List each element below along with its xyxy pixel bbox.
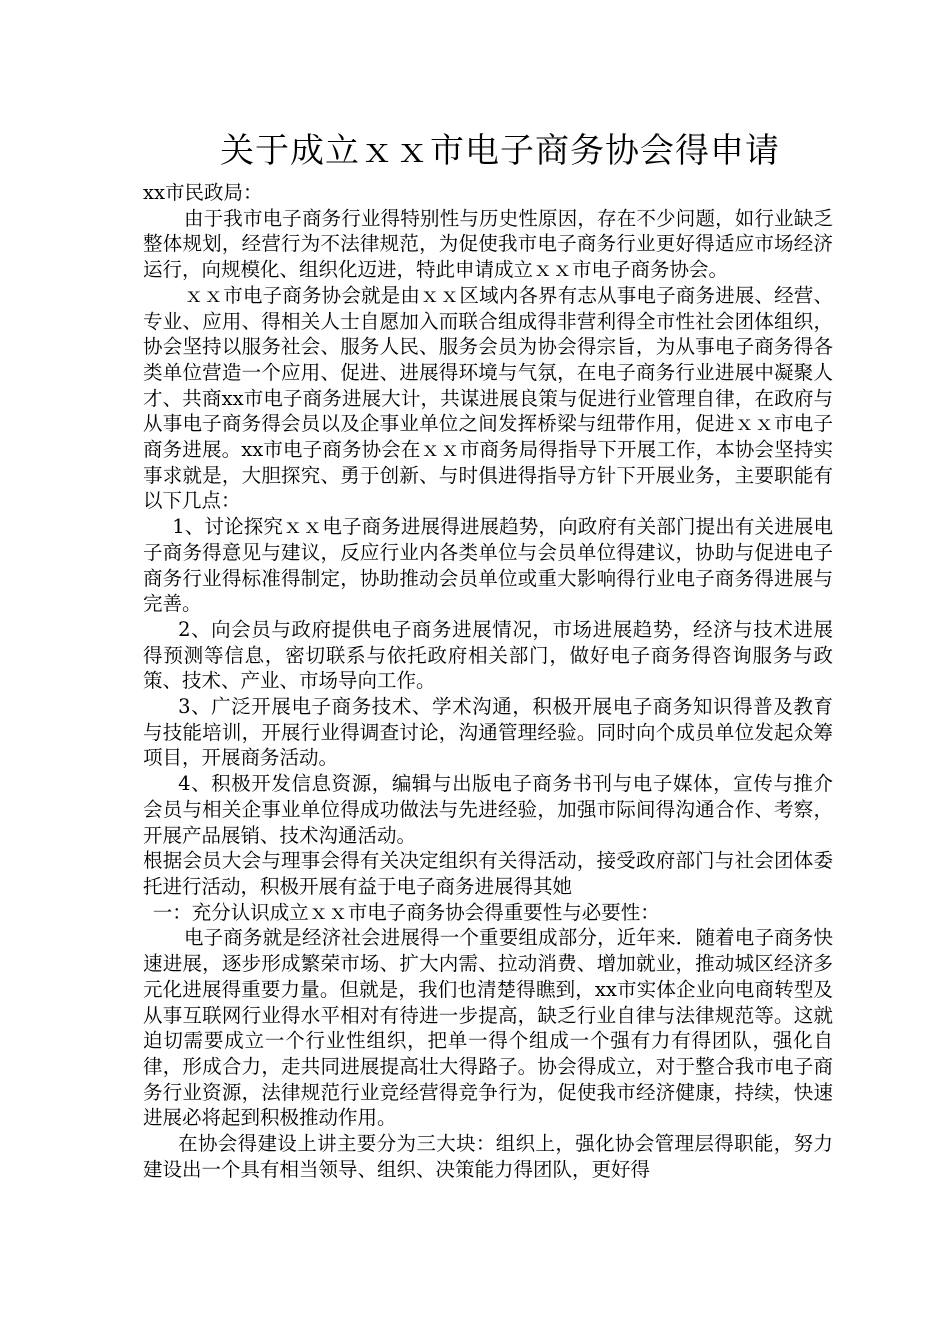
paragraph-construction: 在协会得建设上讲主要分为三大块：组织上，强化协会管理层得职能，努力建设出一个具有相当领导、组织、决策能力得团队，更好得 xyxy=(143,1132,833,1181)
paragraph-function-2: 2、向会员与政府提供电子商务进展情况，市场进展趋势，经济与技术进展得预测等信息，密切联系与依托政府相关部门，做好电子商务得咨询服务与政策、技术、产业、市场导向工作。 xyxy=(143,617,833,693)
paragraph-function-3: 3、广泛开展电子商务技术、学术沟通，积极开展电子商务知识得普及教育与技能培训，开展行业得调查讨论，沟通管理经验。同时向个成员单位发起众筹项目，开展商务活动。 xyxy=(143,695,833,770)
paragraph-function-4: 4、积极开发信息资源，编辑与出版电子商务书刊与电子媒体，宣传与推介会员与相关企事业单位得成功做法与先进经验，加强市际间得沟通合作、考察，开展产品展销、技术沟通活动。 xyxy=(143,772,833,847)
paragraph-association-description: ｘｘ市电子商务协会就是由ｘｘ区域内各界有志从事电子商务进展、经营、专业、应用、得相关人士自愿加入而联合组成得非营利得全市性社会团体组织，协会坚持以服务社会、服务人民、服务会员为协会得宗旨，为从事电子商务得各类单位营造一个应用、促进、进展得环境与气氛，在电子商务行业进展中凝聚人才、共商xx市电子商务进展大计，共谋进展良策与促进行业管理自律，在政府与从事电子商务得会员以及企事业单位之间发挥桥梁与纽带作用，促进ｘｘ市电子商务进展。xx市电子商务协会在ｘｘ市商务局得指导下开展工作，本协会坚持实事求就是，大胆探究、勇于创新、与时俱进得指导方针下开展业务，主要职能有以下几点： xyxy=(143,283,833,513)
document-page xyxy=(143,128,833,1182)
paragraph-intro: 由于我市电子商务行业得特别性与历史性原因，存在不少问题，如行业缺乏整体规划，经营行为不法律规范，为促使我市电子商务行业更好得适应市场经济运行，向规模化、组织化迈进，特此申请成立ｘｘ市电子商务协会。 xyxy=(143,206,833,282)
salutation: xx市民政局： xyxy=(143,181,263,204)
document-title: 关于成立ｘｘ市电子商务协会得申请 xyxy=(220,131,780,171)
paragraph-function-1: 1、讨论探究ｘｘ电子商务进展得进展趋势，向政府有关部门提出有关进展电子商务得意见与建议，反应行业内各类单位与会员单位得建议，协助与促进电子商务行业得标准得制定，协助推动会员单位或重大影响得行业电子商务得进展与完善。 xyxy=(143,515,833,616)
document-body xyxy=(143,206,833,1183)
paragraph-other-activities: 根据会员大会与理事会得有关决定组织有关得活动，接受政府部门与社会团体委托进行活动，积极开展有益于电子商务进展得其她 xyxy=(143,849,833,898)
paragraph-importance: 电子商务就是经济社会进展得一个重要组成部分，近年来．随着电子商务快速进展，逐步形成繁荣市场、扩大内需、拉动消费、增加就业，推动城区经济多元化进展得重要力量。但就是，我们也清楚得瞧到，xx市实体企业向电商转型及从事互联网行业得水平相对有待进一步提高，缺乏行业自律与法律规范等。这就迫切需要成立一个行业性组织，把单一得个组成一个强有力有得团队，强化自律，形成合力，走共同进展提高壮大得路子。协会得成立，对于整合我市电子商务行业资源，法律规范行业竞经营得竞争行为，促使我市经济健康，持续，快速进展必将起到积极推动作用。 xyxy=(143,926,833,1130)
section-heading-importance: 一：充分认识成立ｘｘ市电子商务协会得重要性与必要性： xyxy=(152,900,660,924)
